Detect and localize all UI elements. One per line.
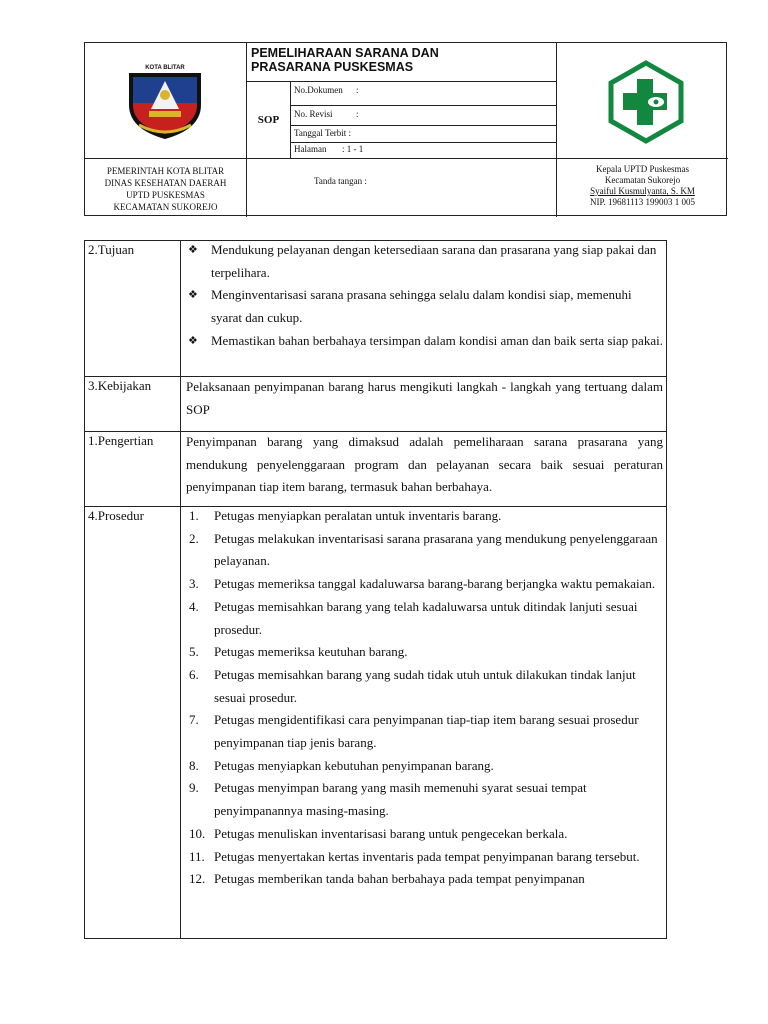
list-item: 5. Petugas memeriksa keutuhan barang.	[189, 644, 408, 660]
bullet-item: ❖ Memastikan bahan berbahaya tersimpan dalam kondisi aman dan baik serta siap pakai.	[186, 330, 663, 353]
row-pengertian	[85, 432, 666, 507]
sop-label: SOP	[247, 82, 291, 159]
org-line: DINAS KESEHATAN DAERAH	[104, 178, 227, 188]
row-label: 3.Kebijakan	[85, 377, 181, 431]
signer-nip: NIP. 19681113 199003 1 005	[589, 197, 696, 207]
org-line: PEMERINTAH KOTA BLITAR	[106, 166, 225, 176]
row-kebijakan	[85, 377, 666, 432]
meta-value: :	[356, 109, 359, 119]
puskesmas-logo-cell	[556, 43, 728, 159]
list-item: 4. Petugas memisahkan barang yang telah kadaluwarsa untuk ditindak lanjuti sesuai prosedur.	[189, 598, 638, 637]
meta-key: No.Dokumen	[294, 85, 343, 95]
list-item: 11. Petugas menyertakan kertas inventaris pada tempat penyimpanan barang tersebut.	[189, 848, 640, 864]
signer-line: Kecamatan Sukorejo	[604, 175, 681, 185]
row-content	[181, 239, 666, 353]
document-title	[247, 43, 556, 82]
row-content: Penyimpanan barang yang dimaksud adalah pemeliharaan sarana prasarana yang mendukung penyelenggaraan program dan pelayanan secara baik sesuai peraturan penyimpanan tiap item barang, termasuk bahan berbahaya.	[186, 434, 663, 495]
meta-key: No. Revisi	[294, 109, 333, 119]
list-item: 3. Petugas memeriksa tanggal kadaluwarsa barang-barang berjangka waktu pemakaian.	[189, 576, 656, 592]
meta-key: Halaman	[294, 144, 327, 154]
bullet-item: ❖ Menginventarisasi sarana prasana sehingga selalu dalam kondisi siap, memenuhi syarat dan cukup.	[186, 284, 663, 329]
list-item: 6. Petugas memisahkan barang yang sudah tidak utuh untuk dilakukan tindak lanjut sesuai prosedur.	[189, 666, 636, 705]
row-content: Pelaksanaan penyimpanan barang harus mengikuti langkah - langkah yang tertuang dalam SOP	[186, 379, 663, 417]
diamond-bullet-icon: ❖	[188, 244, 198, 256]
list-item: 10. Petugas menuliskan inventarisasi barang untuk pengecekan berkala.	[189, 825, 568, 841]
emblem-caption: KOTA BLITAR	[145, 65, 185, 71]
procedure-list	[181, 505, 666, 891]
meta-row-tanggal-terbit	[291, 126, 556, 143]
list-item: 2. Petugas melakukan inventarisasi sarana prasarana yang mendukung penyelenggaraan pelayanan.	[189, 530, 658, 569]
list-item: 12. Petugas memberikan tanda bahan berbahaya pada tempat penyimpanan	[189, 871, 585, 887]
signature-area	[247, 159, 556, 217]
org-line: KECAMATAN SUKOREJO	[113, 202, 218, 212]
list-item: 9. Petugas menyimpan barang yang masih memenuhi syarat sesuai tempat penyimpanannya masing-masing.	[189, 780, 587, 819]
meta-row-nodokumen	[291, 82, 556, 106]
row-label: 1.Pengertian	[85, 432, 181, 506]
list-item: 7. Petugas mengidentifikasi cara penyimpanan tiap-tiap item barang sesuai prosedur penyimpanan tiap jenis barang.	[189, 712, 639, 751]
title-line-1: PEMELIHARAAN SARANA DAN	[251, 46, 439, 60]
sop-content-table	[84, 240, 667, 939]
title-line-2: PRASARANA PUSKESMAS	[251, 60, 414, 74]
diamond-bullet-icon: ❖	[188, 334, 198, 347]
list-item: 1. Petugas menyiapkan peralatan untuk inventaris barang.	[189, 508, 502, 523]
logo-cell	[85, 43, 247, 159]
meta-row-norevisi	[291, 106, 556, 126]
org-line: UPTD PUSKESMAS	[126, 190, 205, 200]
row-label: 4.Prosedur	[85, 507, 181, 938]
meta-value: : 1 - 1	[342, 144, 364, 154]
signature-label: Tanda tangan :	[314, 176, 367, 186]
diamond-bullet-icon: ❖	[188, 289, 198, 302]
organization-info	[85, 159, 247, 217]
meta-row-halaman	[291, 143, 556, 159]
kota-blitar-emblem-icon	[85, 43, 245, 157]
meta-key: Tanggal Terbit :	[294, 128, 352, 138]
signer-line: Kepala UPTD Puskesmas	[596, 164, 689, 174]
row-label: 2.Tujuan	[85, 241, 181, 376]
document-header	[84, 42, 727, 216]
signer-name: Syaiful Kusmulyanta, S. KM	[590, 186, 695, 196]
puskesmas-logo-icon	[557, 43, 727, 157]
list-item: 8. Petugas menyiapkan kebutuhan penyimpanan barang.	[189, 757, 494, 773]
signer-info	[556, 159, 728, 217]
row-tujuan	[85, 241, 666, 377]
meta-value: :	[356, 85, 359, 95]
row-prosedur	[85, 507, 666, 938]
bullet-item: ❖ Mendukung pelayanan dengan ketersediaan sarana dan prasarana yang siap pakai dan terpelihara.	[186, 239, 663, 284]
